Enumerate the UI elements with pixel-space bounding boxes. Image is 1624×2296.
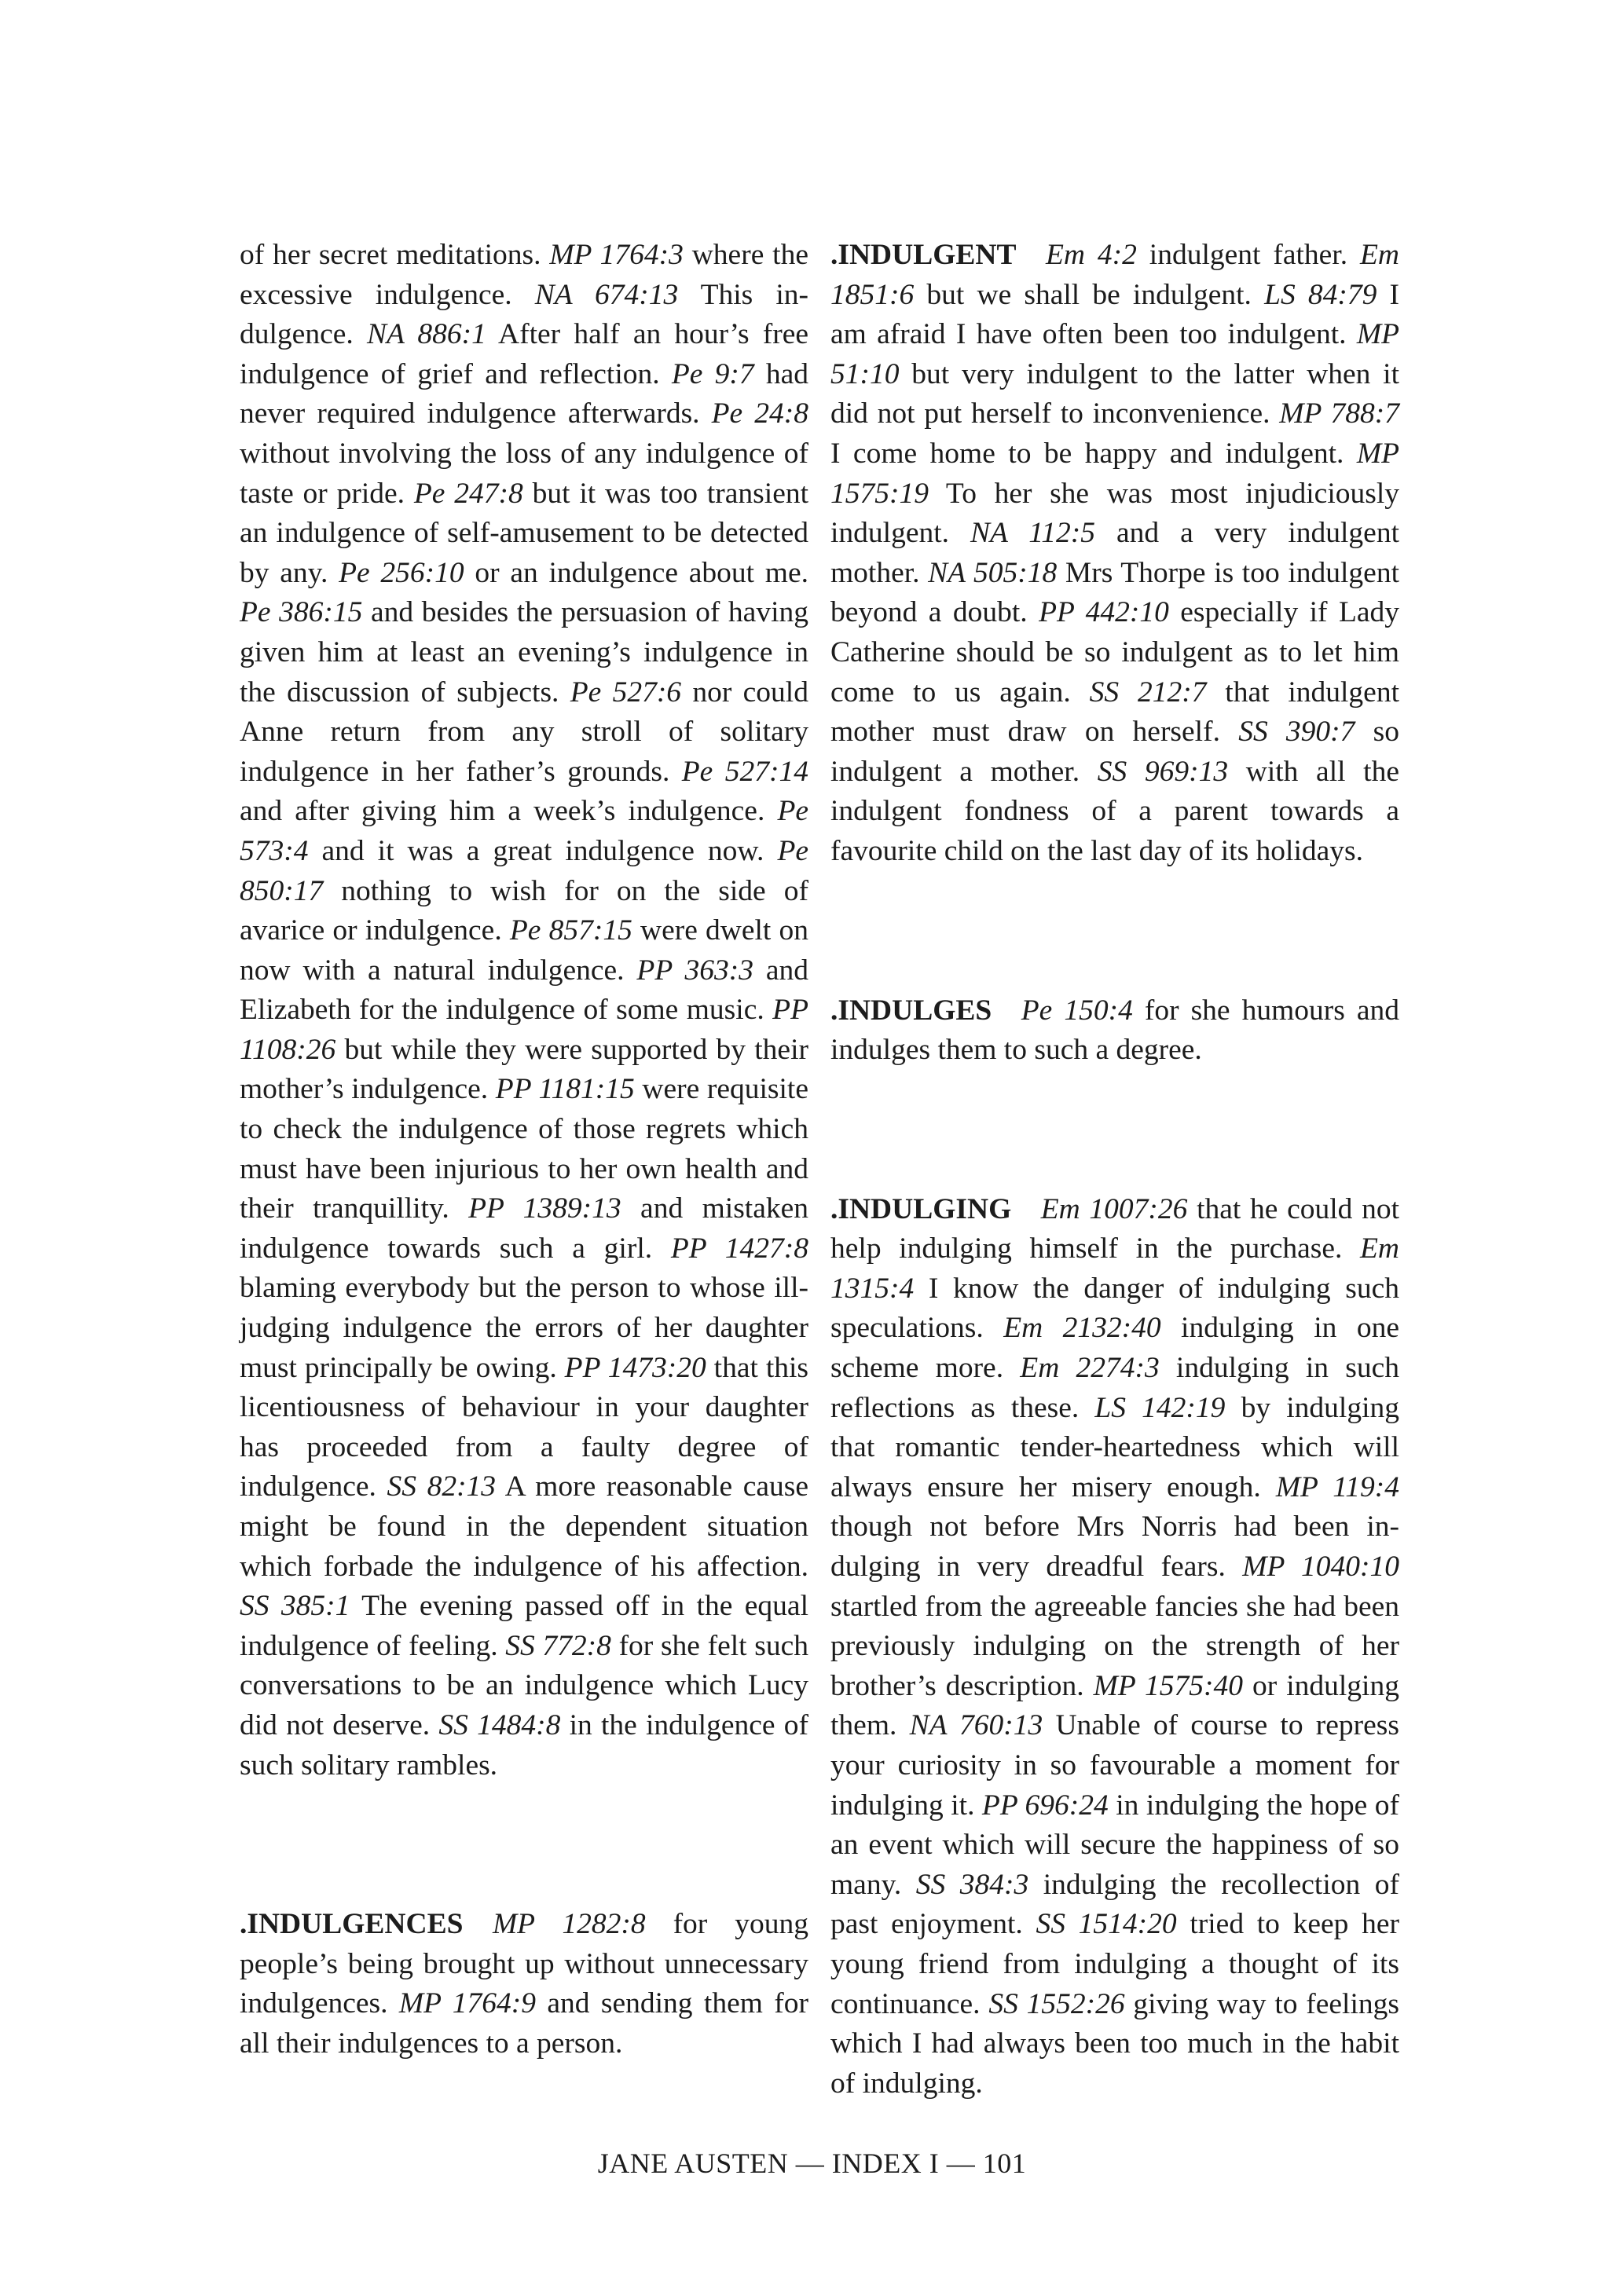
quotation-text: startled from the agreeable fancies she had been previously indulging on the strength of her brother’s description. bbox=[830, 1590, 1399, 1702]
quotation-text: had never required indulgence afterwards. bbox=[240, 357, 808, 430]
citation-reference: LS 84:79 bbox=[1264, 278, 1377, 311]
citation-reference: SS 212:7 bbox=[1089, 676, 1207, 709]
quotation-text: by indulging that romantic tender-heartedness which will always ensure her misery enough. bbox=[830, 1391, 1400, 1503]
citation-reference: Pe 850:17 bbox=[240, 834, 808, 907]
citation-reference: Pe 24:8 bbox=[711, 397, 808, 430]
entry-headword: .INDULGENCES bbox=[240, 1908, 464, 1941]
index-entry bbox=[830, 991, 1399, 1071]
citation-reference: Em 1851:6 bbox=[830, 239, 1399, 311]
quotation-text: or indulging them. bbox=[830, 1669, 1399, 1742]
quotation-text: though not before Mrs Norris had been indulging in very dreadful fears. bbox=[830, 1511, 1399, 1584]
quotation-text: that this licentiousness of behaviour in your daughter has proceeded from a faulty degree of indulgence. bbox=[240, 1351, 809, 1503]
entry-headword: .INDULGING bbox=[830, 1192, 1012, 1225]
citation-reference: Em 2274:3 bbox=[1020, 1352, 1160, 1385]
citation-reference: MP 1764:3 bbox=[549, 239, 684, 271]
entry-headword: .INDULGES bbox=[830, 994, 992, 1027]
citation-reference: NA 112:5 bbox=[970, 517, 1095, 550]
citation-reference: Pe 150:4 bbox=[1021, 994, 1133, 1027]
quotation-text: indulging the recollection of past enjoyment. bbox=[830, 1868, 1399, 1941]
citation-reference: NA 674:13 bbox=[534, 278, 679, 311]
quotation-text: After half an hour’s free indulgence of grief and reflection. bbox=[240, 318, 809, 390]
citation-reference: Em 2132:40 bbox=[1003, 1312, 1161, 1345]
citation-reference: PP 696:24 bbox=[981, 1789, 1109, 1822]
citation-reference: Pe 857:15 bbox=[509, 914, 632, 947]
citation-reference: Pe 247:8 bbox=[413, 477, 523, 510]
running-footer: JANE AUSTEN — INDEX I — 101 bbox=[597, 2148, 1027, 2179]
quotation-text: tried to keep her young friend from indulging a thought of its continuance. bbox=[830, 1908, 1399, 2020]
quotation-text: and it was a great indulgence now. bbox=[308, 834, 778, 867]
quotation-text: so indulgent a mother. bbox=[830, 716, 1399, 788]
citation-reference: SS 390:7 bbox=[1238, 716, 1355, 749]
quotation-text: of her secret meditations. bbox=[240, 239, 550, 271]
quotation-text: This indulgence. bbox=[240, 278, 809, 351]
quotation-text: To her she was most injudiciously indulgent. bbox=[830, 477, 1399, 550]
citation-reference: PP 1473:20 bbox=[564, 1351, 706, 1384]
citation-reference: PP 442:10 bbox=[1039, 596, 1169, 629]
quotation-text: indulging in such reflections as these. bbox=[830, 1352, 1399, 1424]
quotation-text: where the excessive indulgence. bbox=[240, 239, 808, 311]
citation-reference: MP 1282:8 bbox=[492, 1908, 646, 1941]
citation-reference: SS 82:13 bbox=[387, 1470, 497, 1503]
quotation-text: and after giving him a week’s indulgence. bbox=[240, 795, 778, 828]
citation-reference: PP 1427:8 bbox=[670, 1232, 809, 1265]
quotation-text: and sending them for all their indulgences to a person. bbox=[240, 1987, 808, 2060]
quotation-text: that indulgent mother must draw on herself. bbox=[830, 676, 1399, 749]
citation-reference: NA 505:18 bbox=[928, 556, 1058, 589]
citation-reference: SS 1514:20 bbox=[1036, 1908, 1177, 1941]
index-entry bbox=[830, 1190, 1399, 2104]
quotation-text: that he could not help indulging himself in the purchase. bbox=[830, 1192, 1400, 1265]
citation-reference: SS 384:3 bbox=[915, 1868, 1029, 1901]
citation-reference: MP 1040:10 bbox=[1242, 1551, 1399, 1584]
quotation-text: nor could Anne return from any stroll of solitary indulgence in her father’s grounds. bbox=[240, 676, 808, 788]
quotation-text: in indulging the hope of an event which will secure the happiness of so many. bbox=[830, 1789, 1400, 1901]
citation-reference: Pe 256:10 bbox=[339, 556, 464, 589]
quotation-text: nothing to wish for on the side of avarice or indulgence. bbox=[240, 874, 808, 947]
citation-reference: Pe 527:6 bbox=[570, 676, 682, 709]
quotation-text: and Elizabeth for the indulgence of some music. bbox=[240, 954, 808, 1027]
quotation-text: and mistaken indulgence towards such a girl. bbox=[240, 1192, 808, 1265]
citation-reference: Pe 527:14 bbox=[681, 755, 808, 788]
quotation-text: in the indulgence of such solitary rambles. bbox=[240, 1708, 808, 1782]
quotation-text: I am afraid I have often been too indulgent. bbox=[830, 278, 1400, 351]
citation-reference: PP 1181:15 bbox=[495, 1073, 635, 1106]
quotation-text: or an indulgence about me. bbox=[464, 556, 808, 589]
quotation-text: A more reasonable cause might be found in the dependent situation which forbade the indulgence of his affection. bbox=[240, 1470, 808, 1583]
citation-reference: SS 1484:8 bbox=[438, 1708, 561, 1741]
quotation-text: giving way to feelings which I had always been too much in the habit of indulging. bbox=[830, 1987, 1399, 2100]
citation-reference: PP 1389:13 bbox=[468, 1192, 621, 1225]
index-entry bbox=[240, 236, 808, 1785]
citation-reference: MP 119:4 bbox=[1275, 1470, 1400, 1503]
citation-reference: Pe 386:15 bbox=[240, 596, 363, 629]
quotation-text: I come home to be happy and indulgent. bbox=[830, 437, 1357, 470]
citation-reference: Em 1315:4 bbox=[830, 1232, 1399, 1305]
quotation-text: blaming everybody but the person to whose ill-judging indulgence the errors of her daughter must principally be owing. bbox=[240, 1272, 808, 1384]
citation-reference: NA 886:1 bbox=[366, 318, 486, 351]
citation-reference: Pe 9:7 bbox=[671, 357, 754, 390]
quotation-text: especially if Lady Catherine should be so indulgent as to let him come to us again. bbox=[830, 596, 1399, 709]
quotation-text: and besides the persuasion of having given him at least an evening’s indulgence in the discussion of subjects. bbox=[240, 596, 808, 709]
quotation-text: for she felt such conversations to be an indulgence which Lucy did not deserve. bbox=[240, 1629, 808, 1741]
citation-reference: PP 1108:26 bbox=[240, 994, 808, 1066]
citation-reference: NA 760:13 bbox=[909, 1709, 1043, 1742]
quotation-text: with all the indulgent fondness of a parent towards a favourite child on the last day of its holidays. bbox=[830, 755, 1399, 867]
quotation-text: but we shall be indulgent. bbox=[914, 278, 1265, 311]
citation-reference: SS 385:1 bbox=[240, 1590, 350, 1623]
entry-headword: .INDULGENT bbox=[830, 239, 1017, 271]
quotation-text: indulgent father. bbox=[1136, 239, 1360, 271]
citation-reference: MP 51:10 bbox=[830, 318, 1399, 390]
citation-reference: Em 4:2 bbox=[1046, 239, 1137, 271]
quotation-text: were requisite to check the indulgence of those regrets which must have been injurious to her own health and their tranquillity. bbox=[240, 1073, 808, 1225]
citation-reference: PP 363:3 bbox=[636, 954, 753, 987]
citation-reference: MP 1575:19 bbox=[830, 437, 1399, 510]
citation-reference: MP 1764:9 bbox=[398, 1987, 536, 2020]
left-column bbox=[240, 236, 808, 2064]
citation-reference: SS 1552:26 bbox=[988, 1987, 1125, 2020]
quotation-text: I know the danger of indulging such speculations. bbox=[830, 1272, 1399, 1345]
quotation-text: for she humours and indulges them to such a degree. bbox=[830, 994, 1399, 1067]
citation-reference: MP 788:7 bbox=[1279, 397, 1399, 430]
quotation-text: without involving the loss of any indulgence of taste or pride. bbox=[240, 437, 808, 510]
citation-reference: MP 1575:40 bbox=[1093, 1669, 1244, 1702]
quotation-text: but very indulgent to the latter when it did not put herself to inconvenience. bbox=[830, 357, 1399, 430]
citation-reference: SS 772:8 bbox=[505, 1629, 611, 1662]
citation-reference: SS 969:13 bbox=[1097, 755, 1229, 788]
index-entry bbox=[240, 1905, 808, 2063]
index-entry bbox=[830, 236, 1399, 872]
quotation-text: and a very indulgent mother. bbox=[830, 517, 1399, 589]
quotation-text: for young people’s being brought up without unnecessary indulgences. bbox=[240, 1908, 808, 2020]
quotation-text: Mrs Thorpe is too indulgent beyond a doubt. bbox=[830, 556, 1399, 629]
quotation-text: but while they were supported by their mother’s indulgence. bbox=[240, 1033, 808, 1106]
quotation-text: indulging in one scheme more. bbox=[830, 1312, 1399, 1385]
right-column bbox=[830, 236, 1399, 2104]
citation-reference: LS 142:19 bbox=[1094, 1391, 1226, 1424]
quotation-text: Unable of course to repress your curiosity in so favourable a moment for indulging it. bbox=[830, 1709, 1399, 1822]
quotation-text: were dwelt on now with a natural indulgence. bbox=[240, 914, 809, 987]
citation-reference: Pe 573:4 bbox=[240, 795, 808, 867]
quotation-text: The evening passed off in the equal indulgence of feeling. bbox=[240, 1590, 808, 1662]
quotation-text: but it was too transient an indulgence of self-amusement to be detected by any. bbox=[240, 477, 809, 589]
citation-reference: Em 1007:26 bbox=[1040, 1192, 1188, 1225]
